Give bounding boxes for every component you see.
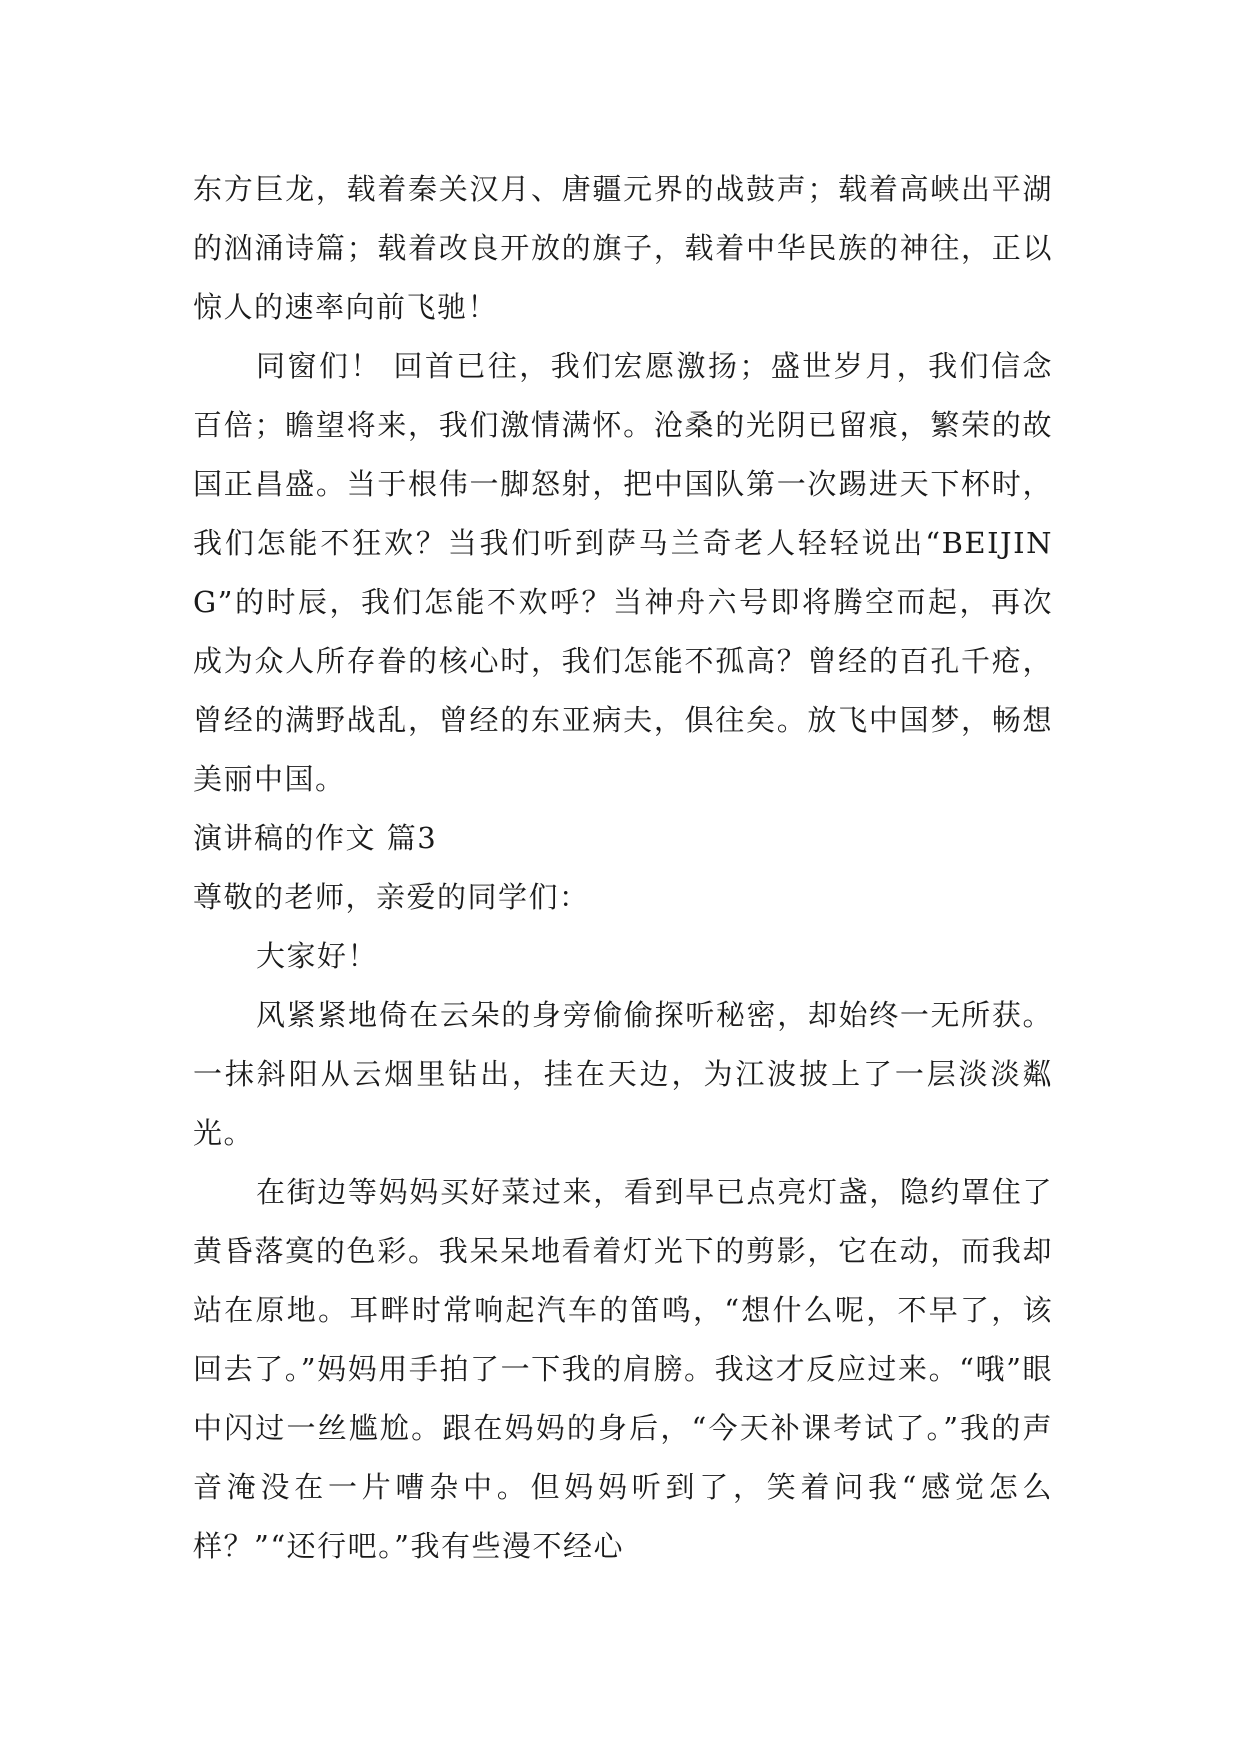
salutation: 尊敬的老师，亲爱的同学们： xyxy=(193,880,590,914)
paragraph-street: 在街边等妈妈买好菜过来，看到早已点亮灯盏，隐约罩住了黄昏落寞的色彩。我呆呆地看着灯光下的剪影，它在动，而我却站在原地。耳畔时常响起汽车的笛鸣，“想什么呢，不早了，该回去了。”妈妈用手拍了一下我的肩膀。我这才反应过来。“哦”眼中闪过一丝尴尬。跟在妈妈的身后，“今天补课考试了。”我的声音淹没在一片嘈杂中。但妈妈听到了，笑着问我“感觉怎么样？”“还行吧。”我有些漫不经心 xyxy=(193,1175,1053,1563)
paragraph-wind: 风紧紧地倚在云朵的身旁偷偷探听秘密，却始终一无所获。一抹斜阳从云烟里钻出，挂在天边，为江波披上了一层淡淡粼光。 xyxy=(193,998,1053,1150)
paragraph-classmates: 同窗们！ 回首已往，我们宏愿激扬；盛世岁月，我们信念百倍；瞻望将来，我们激情满怀。沧桑的光阴已留痕，繁荣的故国正昌盛。当于根伟一脚怒射，把中国队第一次踢进天下杯时，我们怎能不狂欢？当我们听到萨马兰奇老人轻轻说出“BEIJING”的时辰，我们怎能不欢呼？当神舟六号即将腾空而起，再次成为众人所存眷的核心时，我们怎能不孤高？曾经的百孔千疮，曾经的满野战乱，曾经的东亚病夫，俱往矣。放飞中国梦，畅想美丽中国。 xyxy=(193,349,1053,796)
greeting: 大家好！ xyxy=(256,939,379,973)
document-page xyxy=(193,160,1053,1576)
paragraph-dragon: 东方巨龙，载着秦关汉月、唐疆元界的战鼓声；载着高峡出平湖的汹涌诗篇；载着改良开放的旗子，载着中华民族的神往，正以惊人的速率向前飞驰！ xyxy=(193,172,1053,324)
section-heading: 演讲稿的作文 篇3 xyxy=(193,821,438,855)
